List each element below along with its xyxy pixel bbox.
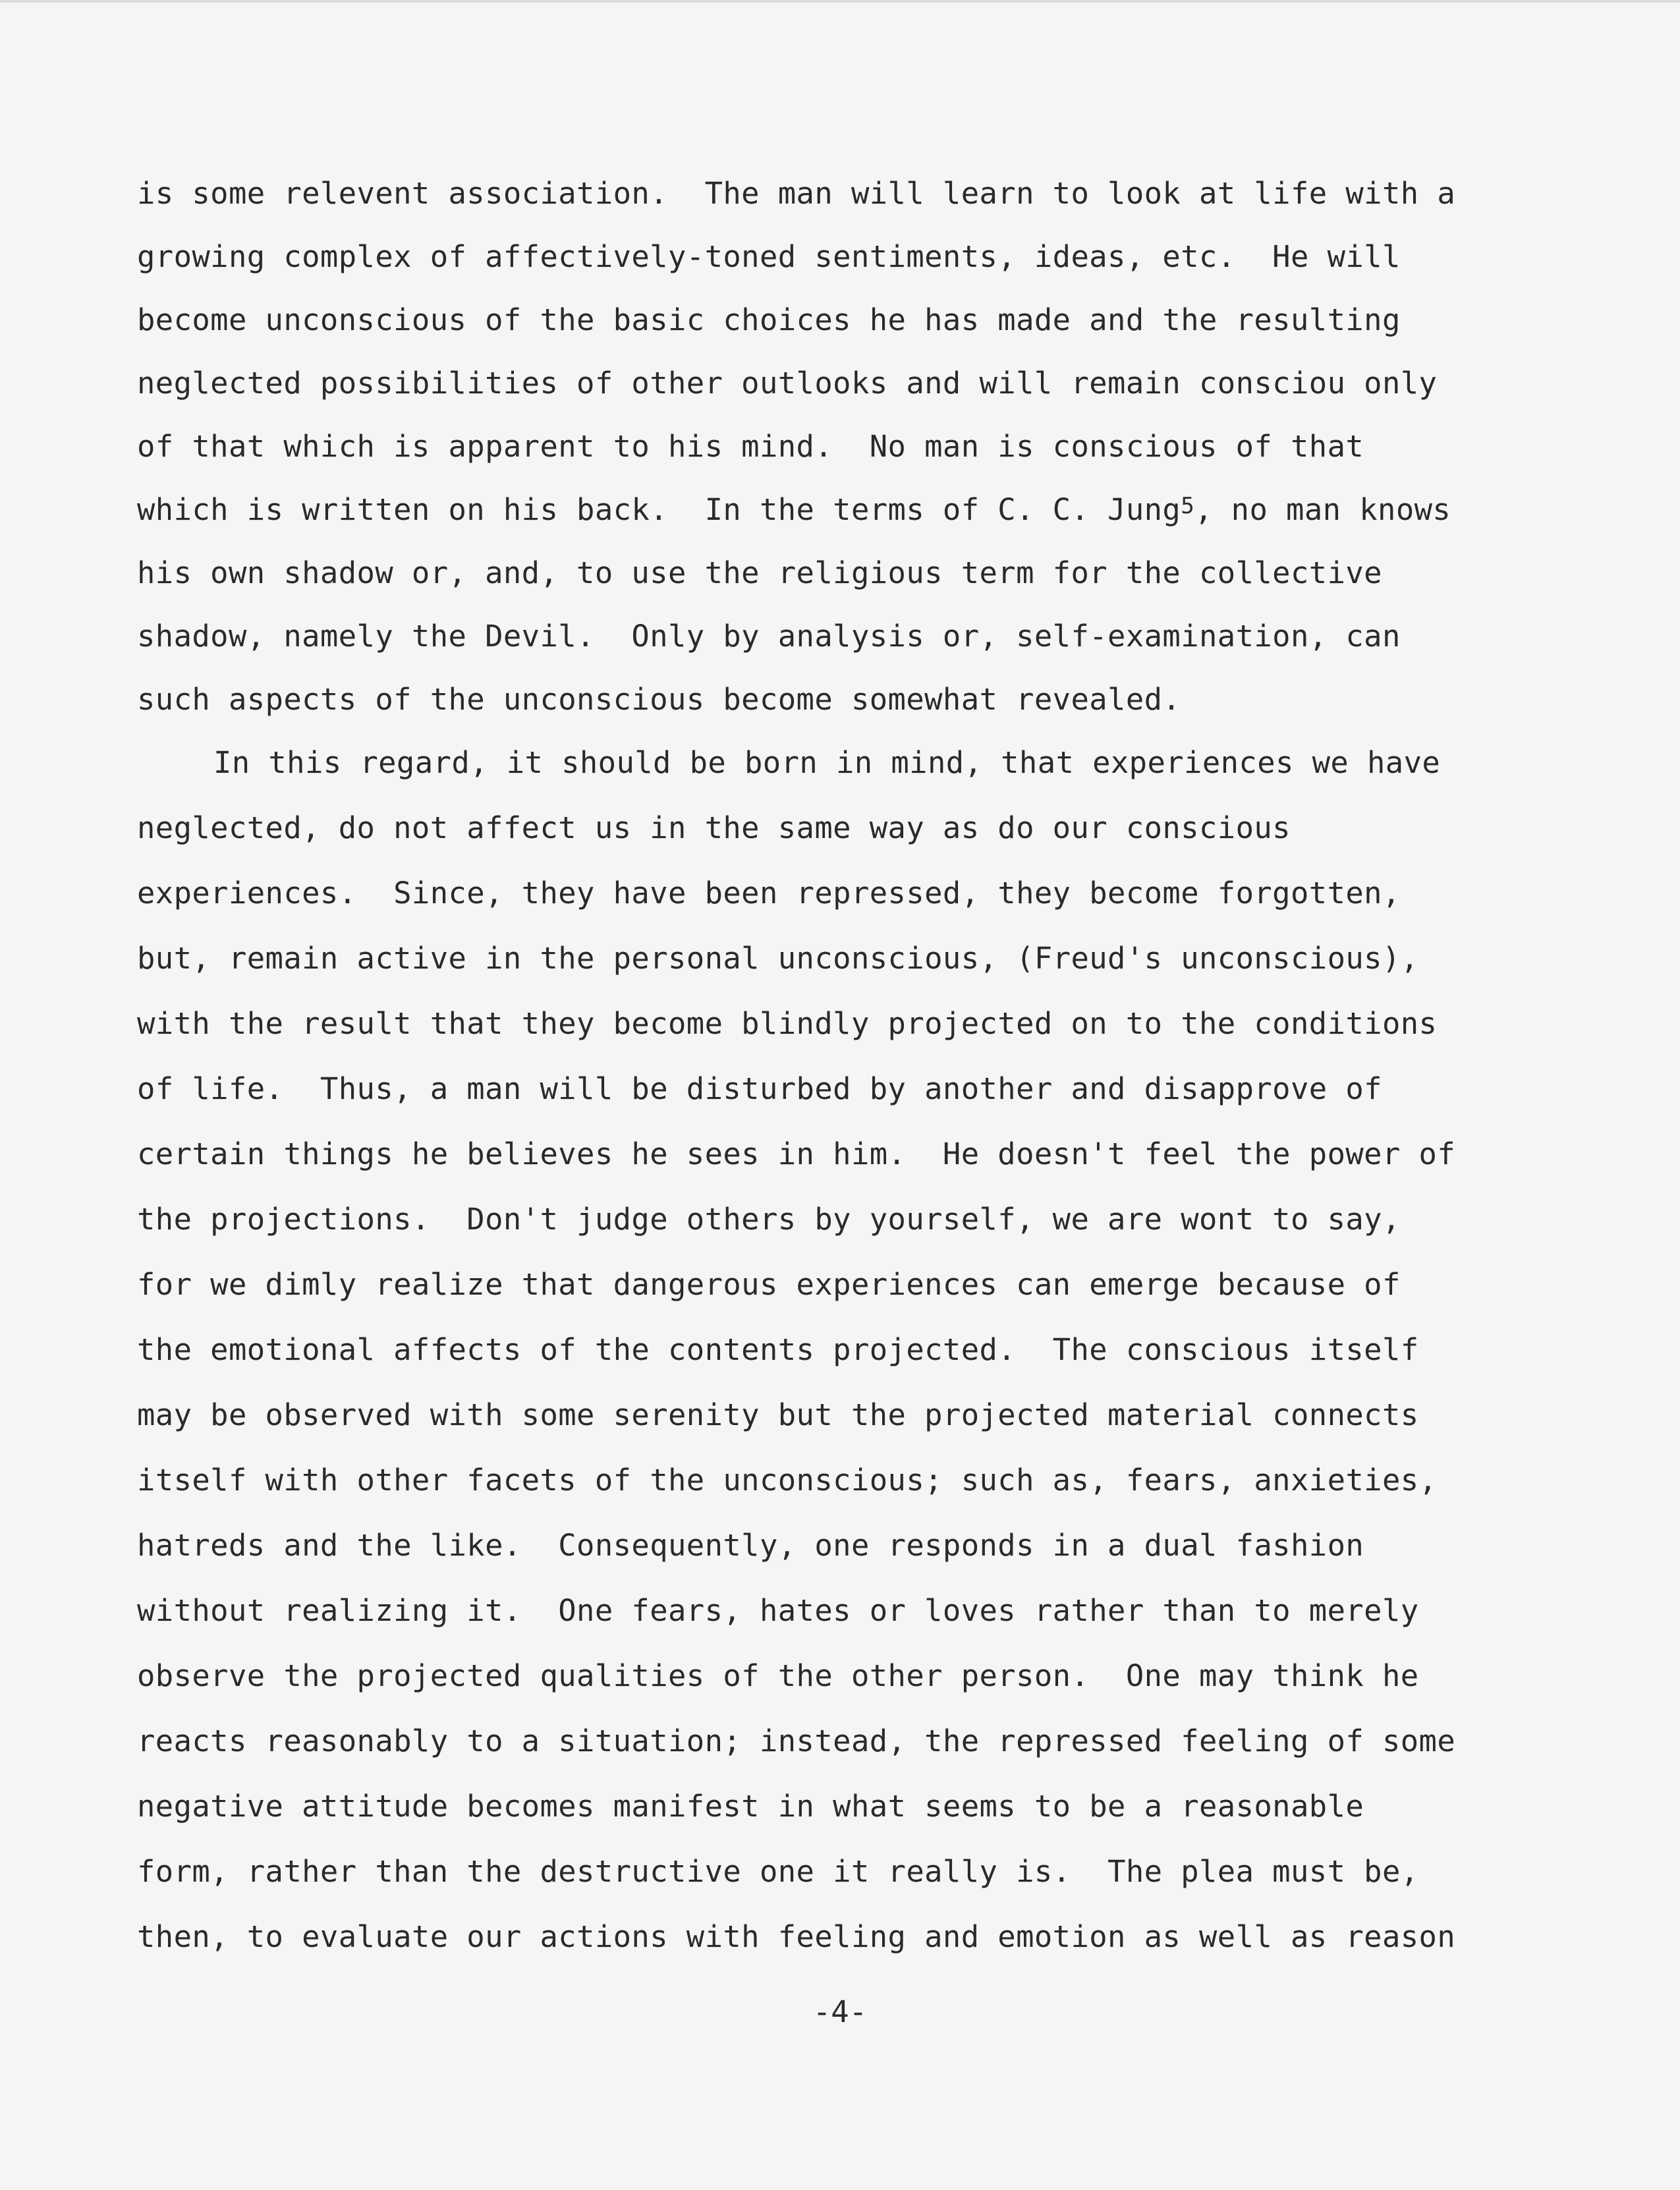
text-line-with-footnote xyxy=(137,490,1451,530)
text-line-segment: which is written on his back. In the terms of C. C. Jung xyxy=(137,492,1181,527)
page-number: -4- xyxy=(812,1994,868,2029)
text-line: but, remain active in the personal unconscious, (Freud's unconscious), xyxy=(137,941,1419,976)
text-line: itself with other facets of the unconscious; such as, fears, anxieties, xyxy=(137,1463,1438,1498)
text-line: form, rather than the destructive one it really is. The plea must be, xyxy=(137,1854,1419,1889)
text-line: with the result that they become blindly projected on to the conditions xyxy=(137,1006,1438,1041)
text-line: the emotional affects of the contents projected. The conscious itself xyxy=(137,1332,1419,1367)
text-line: growing complex of affectively-toned sentiments, ideas, etc. He will xyxy=(137,239,1401,274)
text-line-segment: , no man knows xyxy=(1194,492,1451,527)
text-line: experiences. Since, they have been repressed, they become forgotten, xyxy=(137,876,1401,911)
text-line: shadow, namely the Devil. Only by analysis or, self-examination, can xyxy=(137,619,1401,654)
text-line: become unconscious of the basic choices he has made and the resulting xyxy=(137,302,1401,337)
text-line: for we dimly realize that dangerous experiences can emerge because of xyxy=(137,1267,1401,1302)
footnote-marker: 5 xyxy=(1181,493,1195,519)
text-line: the projections. Don't judge others by yourself, we are wont to say, xyxy=(137,1202,1401,1237)
text-line: certain things he believes he sees in him. He doesn't feel the power of xyxy=(137,1137,1456,1171)
text-line: his own shadow or, and, to use the religious term for the collective xyxy=(137,555,1382,590)
text-line: reacts reasonably to a situation; instead, the repressed feeling of some xyxy=(137,1724,1456,1758)
text-line: may be observed with some serenity but the projected material connects xyxy=(137,1397,1419,1432)
text-line: then, to evaluate our actions with feeling and emotion as well as reason xyxy=(137,1919,1456,1954)
text-line: negative attitude becomes manifest in what seems to be a reasonable xyxy=(137,1789,1364,1824)
text-line: of life. Thus, a man will be disturbed by another and disapprove of xyxy=(137,1071,1382,1106)
text-line: hatreds and the like. Consequently, one responds in a dual fashion xyxy=(137,1528,1364,1563)
text-line: such aspects of the unconscious become somewhat revealed. xyxy=(137,682,1181,717)
page-top-edge xyxy=(0,0,1680,3)
text-line: neglected possibilities of other outlooks and will remain consciou only xyxy=(137,366,1438,401)
text-line: observe the projected qualities of the other person. One may think he xyxy=(137,1658,1419,1693)
text-line: neglected, do not affect us in the same way as do our conscious xyxy=(137,810,1291,845)
paragraph-first-line: In this regard, it should be born in mind, that experiences we have xyxy=(213,745,1441,780)
text-line: is some relevent association. The man will learn to look at life with a xyxy=(137,176,1456,211)
text-line: without realizing it. One fears, hates or loves rather than to merely xyxy=(137,1593,1419,1628)
text-line: of that which is apparent to his mind. No man is conscious of that xyxy=(137,429,1364,464)
